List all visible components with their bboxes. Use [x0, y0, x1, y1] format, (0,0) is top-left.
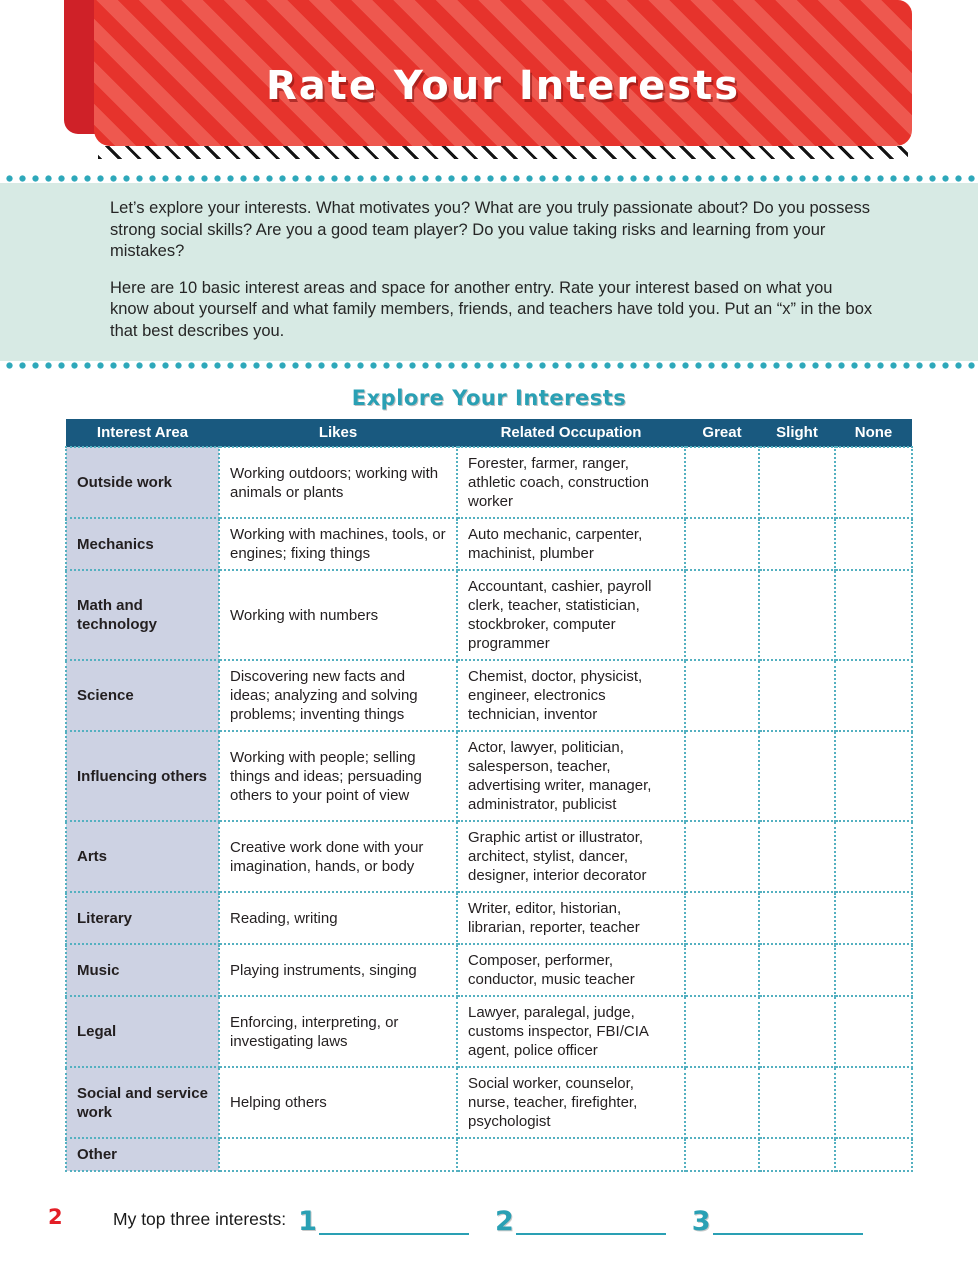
rating-cell-none[interactable] — [835, 731, 912, 821]
row-area-label: Influencing others — [66, 731, 219, 821]
table-row — [66, 996, 912, 1067]
row-likes: Playing instruments, singing — [219, 944, 457, 996]
intro-section — [0, 174, 978, 370]
row-area-label: Math and technology — [66, 570, 219, 660]
table-header-row — [66, 419, 912, 447]
banner-hatch-marks — [98, 146, 908, 159]
page-title: Rate Your Interests — [265, 63, 741, 109]
rating-cell-none[interactable] — [835, 821, 912, 892]
row-area-label: Social and service work — [66, 1067, 219, 1138]
interest-blank-2 — [495, 1208, 666, 1235]
row-area-label: Music — [66, 944, 219, 996]
row-area-label: Outside work — [66, 447, 219, 518]
table-row — [66, 944, 912, 996]
table-row — [66, 821, 912, 892]
intro-paragraph-2: Here are 10 basic interest areas and space for another entry. Rate your interest based on what you know about yourself and what family members, friends, and teachers have told you. Put an “x” in the box that best describes you. — [110, 278, 873, 340]
rating-cell-great[interactable] — [685, 660, 759, 731]
rating-cell-great[interactable] — [685, 447, 759, 518]
interest-blank-line-3[interactable] — [713, 1213, 863, 1235]
row-area-label: Arts — [66, 821, 219, 892]
row-likes: Working with people; selling things and ideas; persuading others to your point of view — [219, 731, 457, 821]
table-title: Explore Your Interests — [351, 386, 627, 410]
table-row — [66, 447, 912, 518]
row-occupations: Forester, farmer, ranger, athletic coach, construction worker — [457, 447, 685, 518]
rating-cell-great[interactable] — [685, 944, 759, 996]
blank-number-2: 2 — [494, 1206, 514, 1237]
rating-cell-none[interactable] — [835, 660, 912, 731]
row-occupations: Lawyer, paralegal, judge, customs inspector, FBI/CIA agent, police officer — [457, 996, 685, 1067]
interests-table — [65, 419, 913, 1172]
top-three-interests — [113, 1208, 978, 1235]
rating-cell-slight[interactable] — [759, 1067, 835, 1138]
rating-cell-slight[interactable] — [759, 518, 835, 570]
rating-cell-slight[interactable] — [759, 447, 835, 518]
rating-cell-slight[interactable] — [759, 944, 835, 996]
header-likes: Likes — [219, 419, 457, 447]
intro-text-block — [0, 183, 978, 361]
rating-cell-great[interactable] — [685, 892, 759, 944]
interest-blank-line-1[interactable] — [319, 1213, 469, 1235]
dotted-divider-bottom — [0, 361, 978, 370]
banner — [64, 0, 912, 160]
top-three-label: My top three interests: — [113, 1209, 287, 1229]
intro-paragraph-1: Let’s explore your interests. What motivates you? What are you truly passionate about? Do you possess strong social skills? Are you a good team player? Do you value taking risks and learning from your mistakes? — [110, 199, 871, 260]
blank-number-3: 3 — [691, 1206, 711, 1237]
row-area-label: Mechanics — [66, 518, 219, 570]
table-row — [66, 570, 912, 660]
row-area-label: Literary — [66, 892, 219, 944]
row-area-label: Other — [66, 1138, 219, 1171]
page-number: 2 — [48, 1205, 63, 1229]
rating-cell-slight[interactable] — [759, 570, 835, 660]
dotted-divider-top — [0, 174, 978, 183]
row-occupations — [457, 1138, 685, 1171]
row-likes: Enforcing, interpreting, or investigating laws — [219, 996, 457, 1067]
rating-cell-none[interactable] — [835, 1067, 912, 1138]
rating-cell-none[interactable] — [835, 892, 912, 944]
rating-cell-none[interactable] — [835, 996, 912, 1067]
row-likes: Discovering new facts and ideas; analyzing and solving problems; inventing things — [219, 660, 457, 731]
rating-cell-none[interactable] — [835, 518, 912, 570]
table-row — [66, 731, 912, 821]
row-occupations: Composer, performer, conductor, music teacher — [457, 944, 685, 996]
rating-cell-great[interactable] — [685, 996, 759, 1067]
table-row — [66, 518, 912, 570]
table-row — [66, 1067, 912, 1138]
rating-cell-slight[interactable] — [759, 892, 835, 944]
rating-cell-slight[interactable] — [759, 821, 835, 892]
header-slight: Slight — [759, 419, 835, 447]
rating-cell-slight[interactable] — [759, 731, 835, 821]
rating-cell-slight[interactable] — [759, 660, 835, 731]
row-area-label: Legal — [66, 996, 219, 1067]
rating-cell-great[interactable] — [685, 1138, 759, 1171]
rating-cell-great[interactable] — [685, 821, 759, 892]
interest-blank-line-2[interactable] — [516, 1213, 666, 1235]
rating-cell-slight[interactable] — [759, 1138, 835, 1171]
header-none: None — [835, 419, 912, 447]
row-likes: Working with machines, tools, or engines; fixing things — [219, 518, 457, 570]
table-row — [66, 660, 912, 731]
rating-cell-great[interactable] — [685, 1067, 759, 1138]
rating-cell-slight[interactable] — [759, 996, 835, 1067]
row-occupations: Auto mechanic, carpenter, machinist, plumber — [457, 518, 685, 570]
rating-cell-none[interactable] — [835, 447, 912, 518]
header-related-occupation: Related Occupation — [457, 419, 685, 447]
row-likes — [219, 1138, 457, 1171]
rating-cell-great[interactable] — [685, 570, 759, 660]
row-occupations: Chemist, doctor, physicist, engineer, electronics technician, inventor — [457, 660, 685, 731]
interest-blank-3 — [692, 1208, 863, 1235]
blank-number-1: 1 — [298, 1206, 317, 1237]
rating-cell-none[interactable] — [835, 570, 912, 660]
rating-cell-none[interactable] — [835, 1138, 912, 1171]
row-area-label: Science — [66, 660, 219, 731]
row-likes: Helping others — [219, 1067, 457, 1138]
banner-striped-ribbon — [94, 0, 912, 146]
row-occupations: Accountant, cashier, payroll clerk, teacher, statistician, stockbroker, computer programmer — [457, 570, 685, 660]
interest-blank-1 — [298, 1208, 469, 1235]
header-great: Great — [685, 419, 759, 447]
row-likes: Reading, writing — [219, 892, 457, 944]
row-occupations: Actor, lawyer, politician, salesperson, teacher, advertising writer, manager, administrator, publicist — [457, 731, 685, 821]
row-likes: Working outdoors; working with animals or plants — [219, 447, 457, 518]
row-occupations: Writer, editor, historian, librarian, reporter, teacher — [457, 892, 685, 944]
row-occupations: Social worker, counselor, nurse, teacher, firefighter, psychologist — [457, 1067, 685, 1138]
rating-cell-none[interactable] — [835, 944, 912, 996]
table-row — [66, 1138, 912, 1171]
row-likes: Working with numbers — [219, 570, 457, 660]
row-likes: Creative work done with your imagination, hands, or body — [219, 821, 457, 892]
rating-cell-great[interactable] — [685, 731, 759, 821]
header-interest-area: Interest Area — [66, 419, 219, 447]
rating-cell-great[interactable] — [685, 518, 759, 570]
row-occupations: Graphic artist or illustrator, architect, stylist, dancer, designer, interior decorator — [457, 821, 685, 892]
table-row — [66, 892, 912, 944]
